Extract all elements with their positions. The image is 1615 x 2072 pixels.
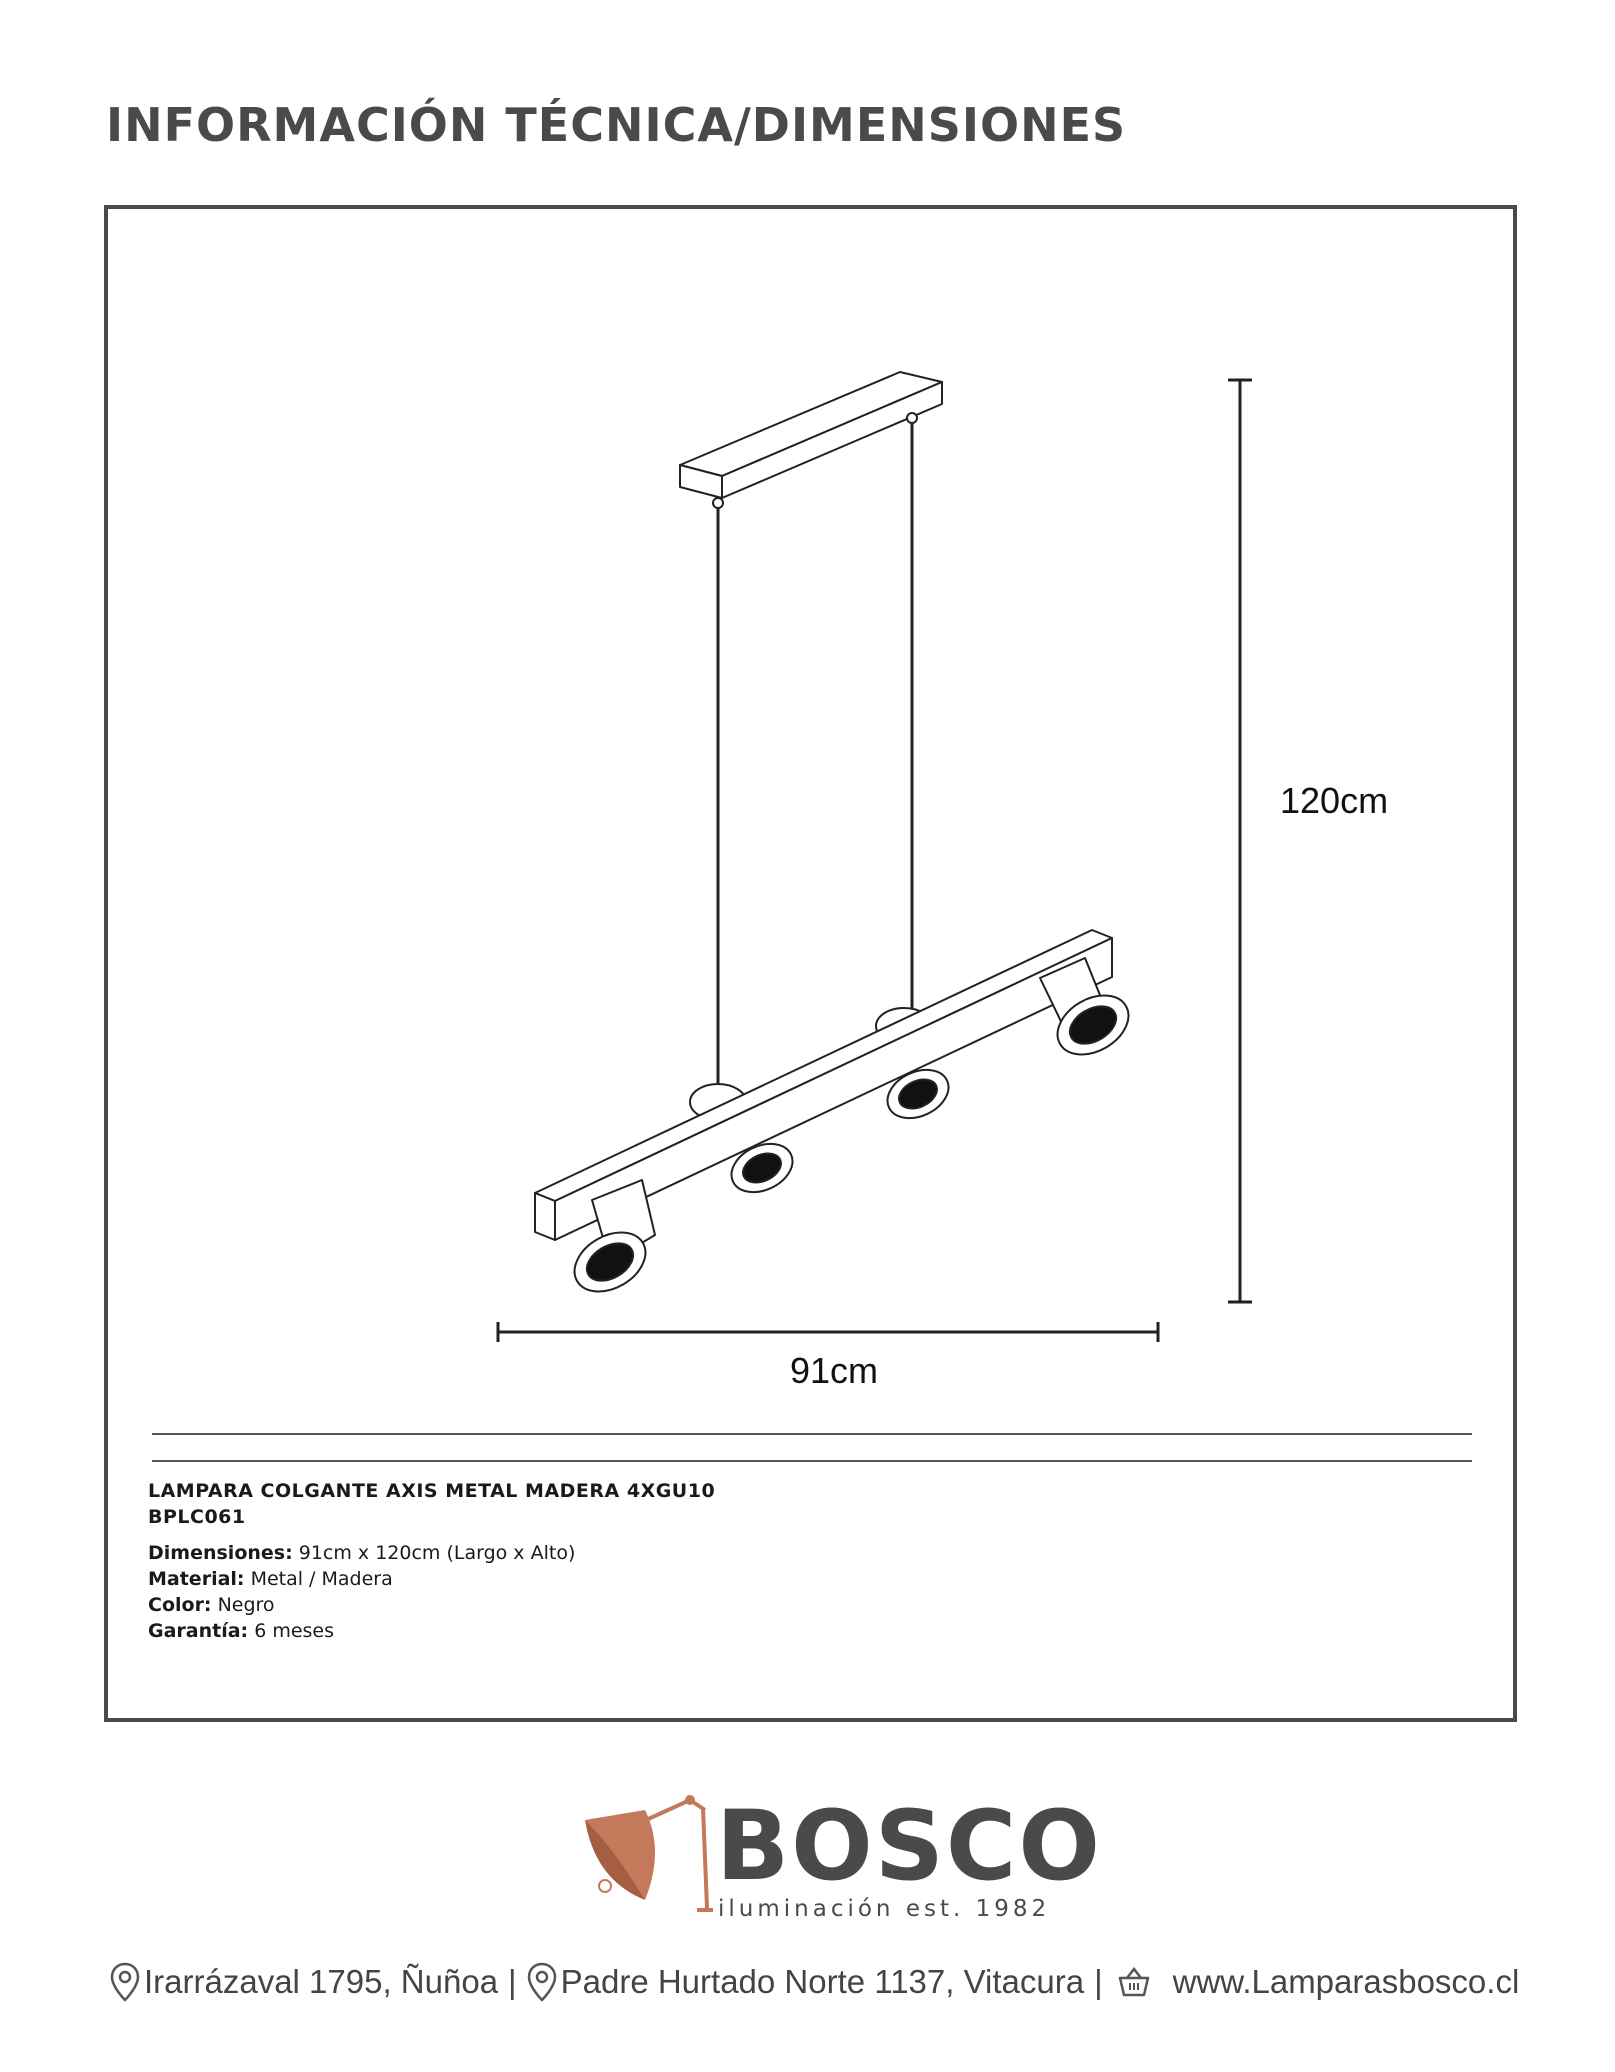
spec-label: Dimensiones: (148, 1542, 293, 1564)
spec-label: Material: (148, 1568, 245, 1590)
height-dimension-line (1228, 380, 1252, 1302)
spec-row (148, 1566, 715, 1592)
separator: | (508, 1963, 517, 2000)
brand-tagline: iluminación est. 1982 (718, 1896, 1051, 1922)
address-vitacura: Padre Hurtado Norte 1137, Vitacura (560, 1963, 1085, 2000)
width-dimension-label: 91cm (790, 1350, 879, 1391)
spec-label: Garantía: (148, 1620, 249, 1642)
page-title: INFORMACIÓN TÉCNICA/DIMENSIONES (106, 98, 1127, 152)
height-dimension-label: 120cm (1280, 780, 1389, 821)
divider (152, 1460, 1472, 1462)
shopping-basket-icon (1117, 1966, 1151, 1998)
spec-row (148, 1592, 715, 1618)
ceiling-canopy (680, 372, 942, 498)
footer-contact (110, 1962, 1530, 2002)
product-specs (148, 1478, 715, 1644)
spot-light (1040, 958, 1139, 1067)
spec-value: Metal / Madera (250, 1568, 393, 1590)
spec-row (148, 1618, 715, 1644)
spec-label: Color: (148, 1594, 212, 1616)
location-pin-icon (110, 1962, 140, 2002)
product-code: BPLC061 (148, 1506, 246, 1528)
width-dimension-line (498, 1322, 1158, 1342)
website-link[interactable]: www.Lamparasbosco.cl (1172, 1963, 1520, 2000)
divider (152, 1433, 1472, 1435)
brand-name: BOSCO (716, 1790, 1102, 1902)
spec-value: 6 meses (254, 1620, 335, 1642)
location-pin-icon (527, 1962, 557, 2002)
address-nunoa: Irarrázaval 1795, Ñuñoa (144, 1963, 499, 2000)
spec-row (148, 1540, 715, 1566)
spec-value: Negro (217, 1594, 275, 1616)
separator: | (1094, 1963, 1103, 2000)
product-name: LAMPARA COLGANTE AXIS METAL MADERA 4XGU10 (148, 1480, 716, 1502)
spec-value: 91cm x 120cm (Largo x Alto) (298, 1542, 576, 1564)
